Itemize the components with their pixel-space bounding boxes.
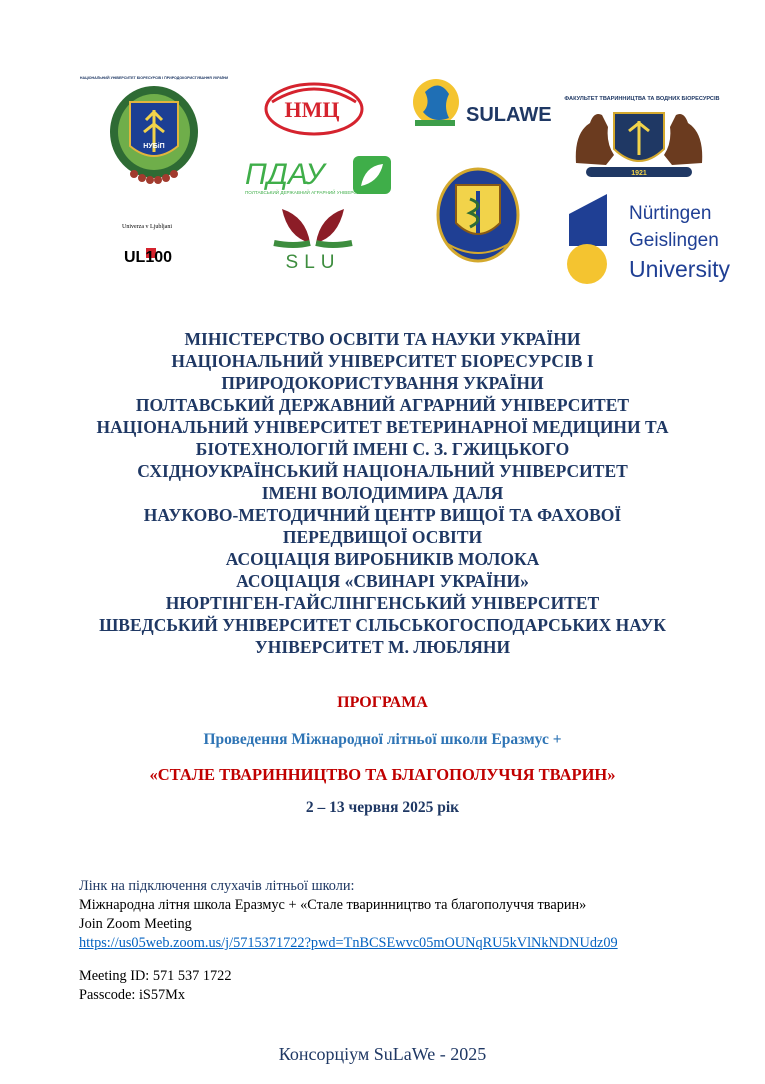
zoom-link[interactable]: https://us05web.zoom.us/j/5715371722?pwd=TnBCSEwvc05mOUNqRU5kVlNkNDNUdz09 [79,935,618,951]
program-title: ПРОГРАМА [337,694,428,711]
organization-line: СХІДНОУКРАЇНСЬКИЙ НАЦІОНАЛЬНИЙ УНІВЕРСИТЕТ [137,461,628,481]
program-subtitle: Проведення Міжнародної літньої школи Еразмус + [203,731,562,748]
nurtingen-line3: University [629,256,730,282]
organizations-list [0,328,765,658]
faculty-logo [564,93,720,183]
sulawe-logo [411,76,553,132]
pdau-logo [243,154,393,198]
sulawe-label: SULAWE [466,104,552,126]
connection-school: Міжнародна літня школа Еразмус + «Стале тваринництво та благополуччя тварин» [79,897,587,913]
footer-consortium: Консорціум SuLaWe - 2025 [278,1044,487,1064]
organization-line: НЮРТІНГЕН-ГАЙСЛІНГЕНСЬКИЙ УНІВЕРСИТЕТ [165,593,600,613]
organization-line: ПОЛТАВСЬКИЙ ДЕРЖАВНИЙ АГРАРНИЙ УНІВЕРСИТЕТ [135,395,630,415]
join-zoom-label: Join Zoom Meeting [79,916,192,932]
faculty-year: 1921 [631,170,647,177]
nubip-caption: НАЦІОНАЛЬНИЙ УНІВЕРСИТЕТ БІОРЕСУРСІВ І ПРИРОДОКОРИСТУВАННЯ УКРАЇНИ [79,76,229,80]
meeting-details [79,967,231,1005]
ul-label: UL100 [124,249,173,266]
nurtingen-logo [561,190,730,286]
nmc-label: НМЦ [284,97,340,122]
organization-line: НАЦІОНАЛЬНИЙ УНІВЕРСИТЕТ ВЕТЕРИНАРНОЇ МЕДИЦИНИ ТА [96,417,669,437]
organization-line: БІОТЕХНОЛОГІЙ ІМЕНІ С. З. ГЖИЦЬКОГО [195,439,570,459]
organization-line: НАУКОВО-МЕТОДИЧНИЙ ЦЕНТР ВИЩОЇ ТА ФАХОВОЇ [143,505,622,525]
connection-info [79,877,618,953]
nubip-label: НУБіП [143,143,165,150]
vet-university-logo [436,163,520,263]
meeting-id: Meeting ID: 571 537 1722 [79,968,232,984]
program-dates: 2 – 13 червня 2025 рік [305,799,460,816]
organization-line: ПЕРЕДВИЩОЇ ОСВІТИ [282,527,483,547]
pdau-label: ПДАУ [245,158,325,191]
connection-intro: Лінк на підключення слухачів літньої школи: [79,878,355,894]
program-theme: «СТАЛЕ ТВАРИННИЦТВО ТА БЛАГОПОЛУЧЧЯ ТВАРИН» [149,765,616,784]
nmc-logo [262,80,366,138]
pdau-caption: ПОЛТАВСЬКИЙ ДЕРЖАВНИЙ АГРАРНИЙ УНІВЕРСИТЕТ [245,190,369,195]
meeting-passcode: Passcode: iS57Mx [79,987,186,1003]
organization-line: МІНІСТЕРСТВО ОСВІТИ ТА НАУКИ УКРАЇНИ [184,329,581,349]
slu-label: SLU [285,252,341,273]
nurtingen-line1: Nürtingen [629,203,712,224]
nubip-logo [79,74,229,186]
slu-logo [266,207,360,271]
ljubljana-logo [118,218,190,268]
organization-line: ШВЕДСЬКИЙ УНІВЕРСИТЕТ СІЛЬСЬКОГОСПОДАРСЬКИХ НАУК [99,615,666,635]
organization-line: АСОЦІАЦІЯ «СВИНАРІ УКРАЇНИ» [236,571,529,591]
organization-line: ІМЕНІ ВОЛОДИМИРА ДАЛЯ [261,483,504,503]
organization-line: УНІВЕРСИТЕТ М. ЛЮБЛЯНИ [254,637,511,657]
faculty-caption: ФАКУЛЬТЕТ ТВАРИННИЦТВА ТА ВОДНИХ БІОРЕСУРСІВ [564,96,720,102]
ljubljana-caption: Univerza v Ljubljani [122,224,172,230]
organization-line: ПРИРОДОКОРИСТУВАННЯ УКРАЇНИ [221,373,544,393]
organization-line: НАЦІОНАЛЬНИЙ УНІВЕРСИТЕТ БІОРЕСУРСІВ І [171,351,594,371]
nurtingen-line2: Geislingen [629,230,719,251]
organization-line: АСОЦІАЦІЯ ВИРОБНИКІВ МОЛОКА [225,549,540,569]
